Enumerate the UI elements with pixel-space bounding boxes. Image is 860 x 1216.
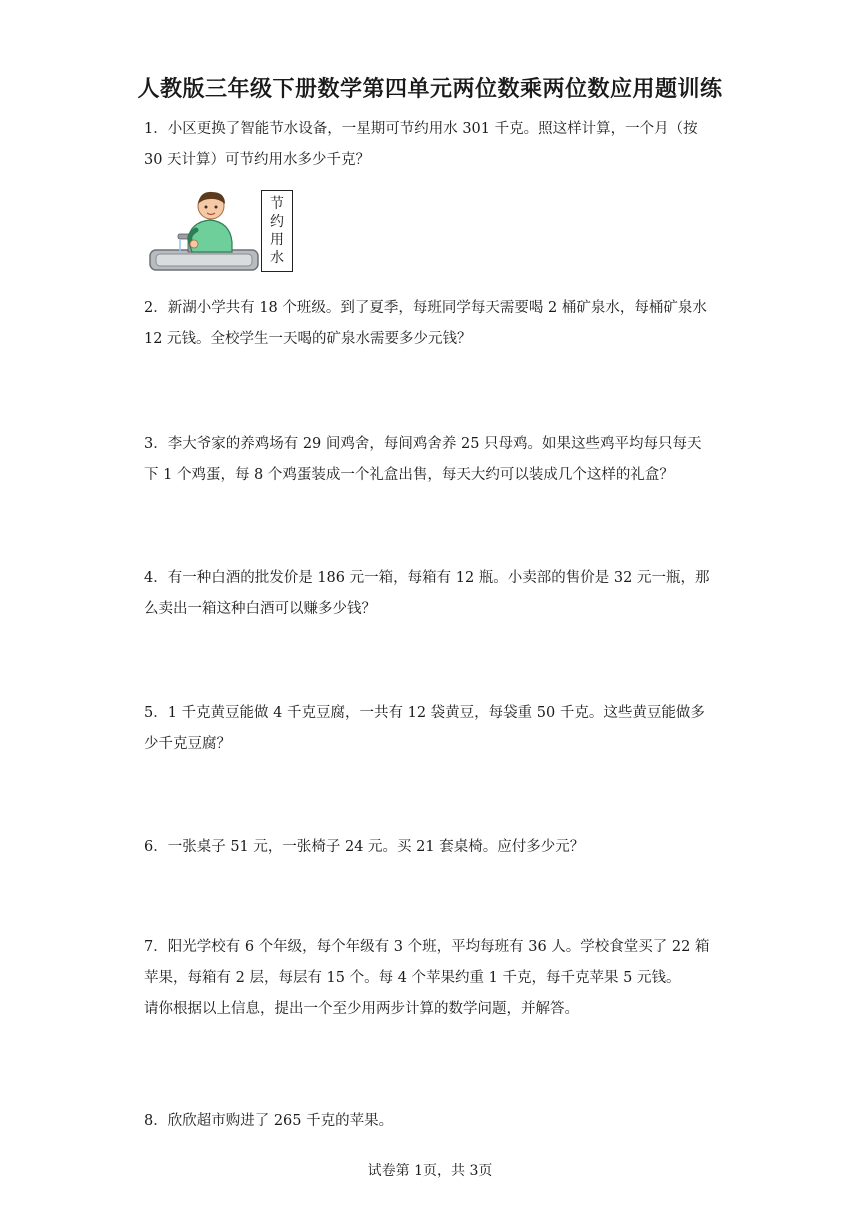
sign-char: 水 (270, 250, 284, 266)
question-line: 12 元钱。全校学生一天喝的矿泉水需要多少元钱？ (144, 331, 472, 347)
page-footer: 试卷第 1页，共 3页 (367, 1163, 493, 1179)
question-line: 3．李大爷家的养鸡场有 29 间鸡舍，每间鸡舍养 25 只母鸡。如果这些鸡平均每只每天 (144, 436, 702, 452)
question-line: 么卖出一箱这种白酒可以赚多少钱？ (144, 601, 376, 617)
question-line: 30 天计算）可节约用水多少千克？ (144, 152, 371, 168)
question-2 (144, 293, 719, 355)
question-line: 2．新湖小学共有 18 个班级。到了夏季，每班同学每天需要喝 2 桶矿泉水，每桶矿泉水 (144, 300, 707, 316)
question-1 (144, 114, 719, 176)
question-7 (144, 932, 719, 1025)
question-line: 1．小区更换了智能节水设备，一星期可节约用水 301 千克。照这样计算，一个月（按 (144, 121, 698, 137)
question-line: 6．一张桌子 51 元，一张椅子 24 元。买 21 套桌椅。应付多少元？ (144, 839, 585, 855)
question-line: 4．有一种白酒的批发价是 186 元一箱，每箱有 12 瓶。小卖部的售价是 32 元一瓶，那 (144, 570, 710, 586)
question-8 (144, 1106, 719, 1137)
question-line: 苹果，每箱有 2 层，每层有 15 个。每 4 个苹果约重 1 千克，每千克苹果 5 元钱。 (144, 970, 681, 986)
sign-char: 约 (270, 214, 284, 230)
question-line: 请你根据以上信息，提出一个至少用两步计算的数学问题，并解答。 (144, 1001, 579, 1017)
question-4 (144, 563, 719, 625)
question-line: 8．欣欣超市购进了 265 千克的苹果。 (144, 1113, 394, 1129)
question-3 (144, 429, 719, 491)
question-line: 7．阳光学校有 6 个年级，每个年级有 3 个班，平均每班有 36 人。学校食堂买了 22 箱 (144, 939, 710, 955)
sign-char: 节 (270, 196, 284, 212)
question-line: 下 1 个鸡蛋，每 8 个鸡蛋装成一个礼盒出售，每天大约可以装成几个这样的礼盒？ (144, 467, 674, 483)
water-saving-sign (261, 190, 293, 272)
page-title: 人教版三年级下册数学第四单元两位数乘两位数应用题训练 (137, 77, 723, 102)
question-line: 少千克豆腐？ (144, 736, 231, 752)
question-6 (144, 832, 719, 863)
question-line: 5．1 千克黄豆能做 4 千克豆腐，一共有 12 袋黄豆，每袋重 50 千克。这些黄豆能做多 (144, 705, 705, 721)
sign-char: 用 (270, 232, 284, 248)
question-5 (144, 698, 719, 760)
